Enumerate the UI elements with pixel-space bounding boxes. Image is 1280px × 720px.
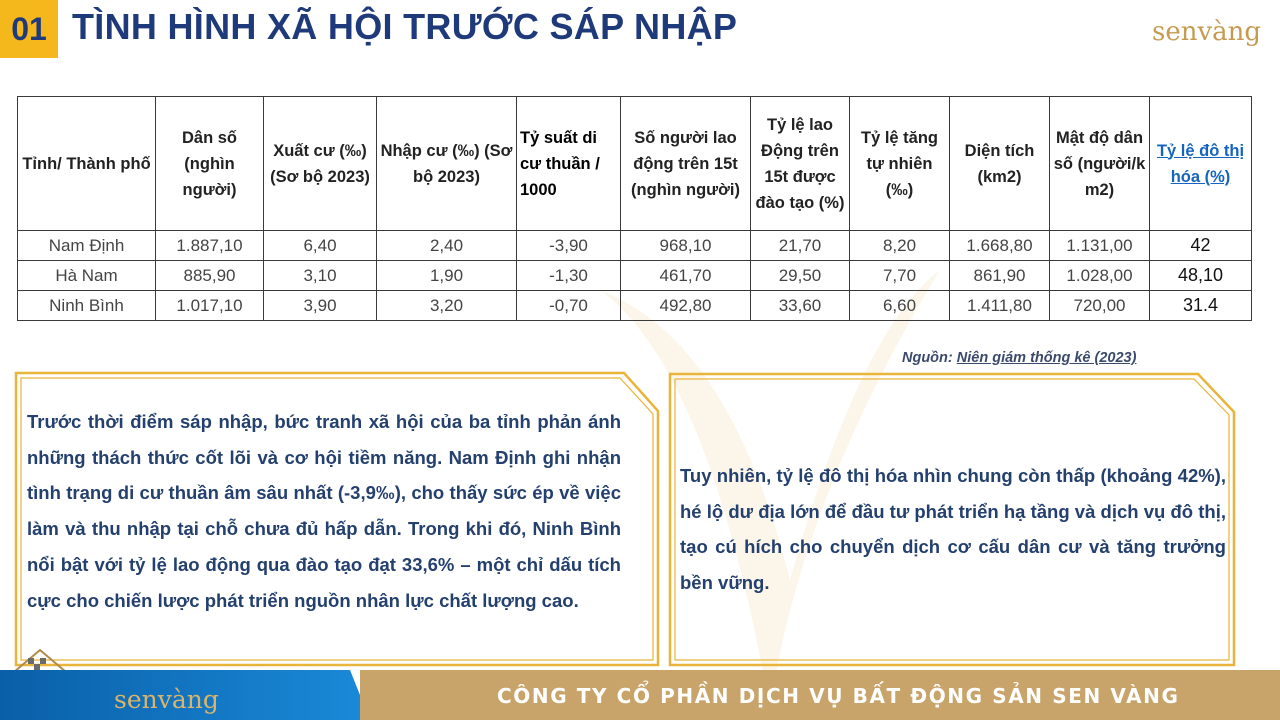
header-natural-growth: Tỷ lệ tăng tự nhiên (‰)	[850, 97, 950, 231]
table-row	[18, 291, 1252, 321]
left-panel-text: Trước thời điểm sáp nhập, bức tranh xã hội của ba tỉnh phản ánh những thách thức cốt lõi và cơ hội tiềm năng. Nam Định ghi nhận tình trạng di cư thuần âm sâu nhất (-3,9‰), cho thấy sức ép về việc làm và thu nhập tại chỗ chưa đủ hấp dẫn. Trong khi đó, Ninh Bình nổi bật với tỷ lệ lao động qua đào tạo đạt 33,6% – một chỉ dấu tích cực cho chiến lược phát triển nguồn nhân lực chất lượng cao.	[27, 411, 621, 611]
header-density: Mật độ dân số (người/k m2)	[1050, 97, 1150, 231]
header-net-migration: Tỷ suất di cư thuần / 1000	[517, 97, 621, 231]
table-row	[18, 261, 1252, 291]
header-workforce: Số người lao động trên 15t (nghìn người)	[621, 97, 751, 231]
header-province: Tỉnh/ Thành phố	[18, 97, 156, 231]
table-row	[18, 231, 1252, 261]
table-cell: 1.131,00	[1050, 231, 1150, 261]
right-panel-text: Tuy nhiên, tỷ lệ đô thị hóa nhìn chung còn thấp (khoảng 42%), hé lộ dư địa lớn để đầu tư phát triển hạ tầng và dịch vụ đô thị, tạo cú hích cho chuyển dịch cơ cấu dân cư và tăng trưởng bền vững.	[680, 465, 1226, 594]
table-cell: 492,80	[621, 291, 751, 321]
table-header-row	[18, 97, 1252, 231]
senvang-logo	[1150, 6, 1275, 48]
table-cell: 6,60	[850, 291, 950, 321]
table-cell: 1.028,00	[1050, 261, 1150, 291]
header-population: Dân số (nghìn người)	[156, 97, 264, 231]
table-cell: 6,40	[264, 231, 377, 261]
header-emigration: Xuất cư (‰) (Sơ bộ 2023)	[264, 97, 377, 231]
header-urbanization-link[interactable]: Tỷ lệ đô thị hóa (%)	[1150, 97, 1252, 231]
source-note	[902, 350, 1136, 366]
statistics-table	[17, 96, 1252, 321]
table-cell: 3,10	[264, 261, 377, 291]
table-cell: 48,10	[1150, 261, 1252, 291]
table-cell: 29,50	[751, 261, 850, 291]
table-cell: -0,70	[517, 291, 621, 321]
table-cell: -1,30	[517, 261, 621, 291]
footer-senvang-logo	[112, 678, 232, 716]
table-cell: 1.668,80	[950, 231, 1050, 261]
table-cell: 968,10	[621, 231, 751, 261]
logo-text: senvàng	[1152, 17, 1262, 47]
company-name: CÔNG TY CỔ PHẦN DỊCH VỤ BẤT ĐỘNG SẢN SEN VÀNG	[497, 684, 1180, 708]
table-cell: 1,90	[377, 261, 517, 291]
table-cell: 885,90	[156, 261, 264, 291]
table-cell: 42	[1150, 231, 1252, 261]
table-cell: Nam Định	[18, 231, 156, 261]
table-cell: 21,70	[751, 231, 850, 261]
header-area: Diện tích (km2)	[950, 97, 1050, 231]
table-cell: Hà Nam	[18, 261, 156, 291]
table-cell: 3,20	[377, 291, 517, 321]
header-immigration: Nhập cư (‰) (Sơ bộ 2023)	[377, 97, 517, 231]
statistics-table-container	[17, 96, 1251, 321]
table-cell: 461,70	[621, 261, 751, 291]
footer-logo-text: senvàng	[114, 685, 219, 714]
table-cell: -3,90	[517, 231, 621, 261]
table-cell: 31.4	[1150, 291, 1252, 321]
table-cell: 1.411,80	[950, 291, 1050, 321]
table-cell: 3,90	[264, 291, 377, 321]
page-title: TÌNH HÌNH XÃ HỘI TRƯỚC SÁP NHẬP	[72, 6, 738, 47]
section-number-badge: 01	[0, 0, 58, 58]
table-cell: 720,00	[1050, 291, 1150, 321]
table-cell: 1.017,10	[156, 291, 264, 321]
table-cell: 8,20	[850, 231, 950, 261]
table-cell: 2,40	[377, 231, 517, 261]
header-trained-rate: Tỷ lệ lao Động trên 15t được đào tạo (%)	[751, 97, 850, 231]
source-link[interactable]: Niên giám thống kê (2023)	[956, 350, 1137, 366]
table-cell: 33,60	[751, 291, 850, 321]
table-cell: 1.887,10	[156, 231, 264, 261]
source-label: Nguồn:	[902, 350, 953, 366]
table-cell: 861,90	[950, 261, 1050, 291]
table-cell: Ninh Bình	[18, 291, 156, 321]
table-cell: 7,70	[850, 261, 950, 291]
